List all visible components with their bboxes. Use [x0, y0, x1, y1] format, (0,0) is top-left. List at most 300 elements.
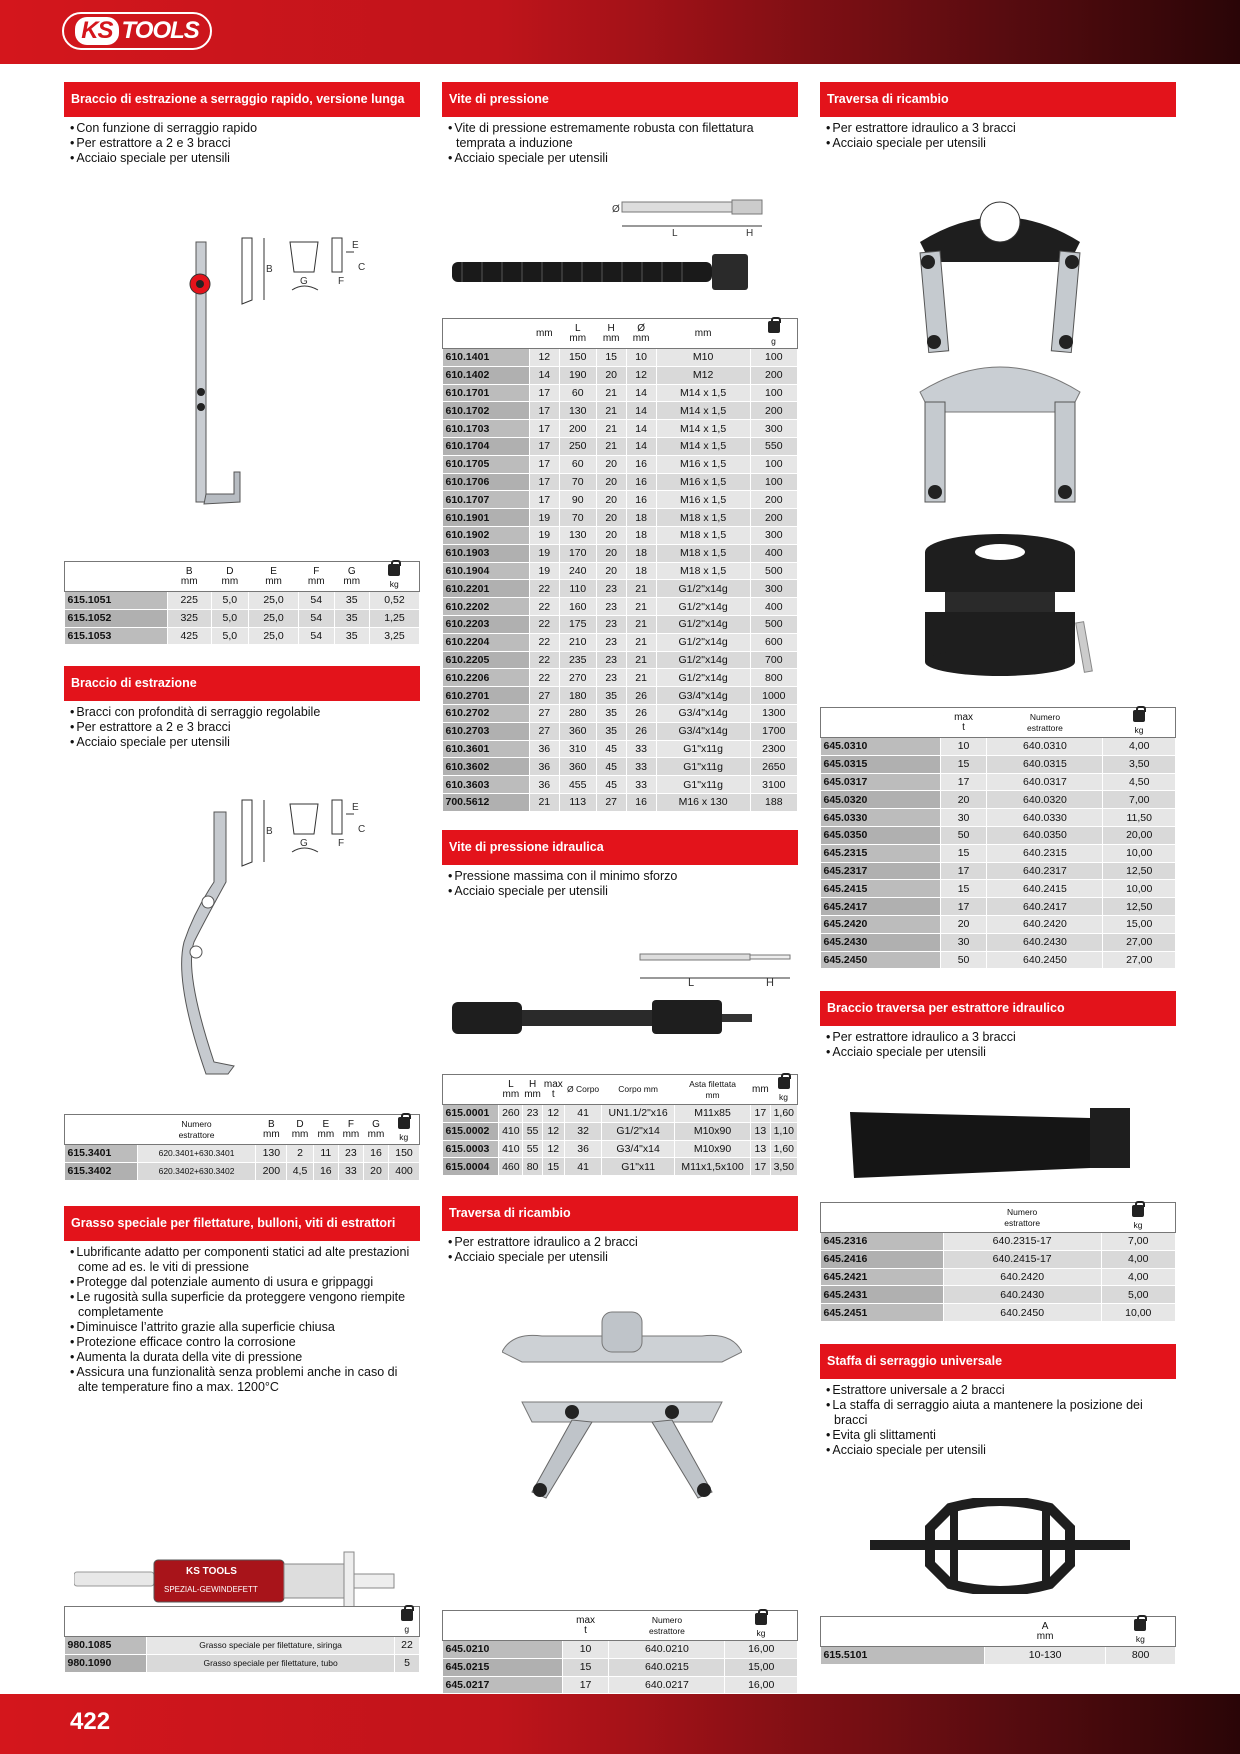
table-row	[821, 880, 1176, 898]
table-cell: 1300	[750, 704, 797, 722]
table-cell: 170	[559, 544, 596, 562]
table-cell: 35	[596, 687, 626, 705]
table-cell: G1/2"x14g	[656, 669, 750, 687]
table-cell: 12	[529, 349, 559, 367]
table-cell: 200	[256, 1162, 287, 1180]
table-cell: G1/2"x14g	[656, 651, 750, 669]
table-cell: 16	[626, 491, 656, 509]
section-spare-traverse-3	[820, 82, 1176, 151]
table-row	[821, 915, 1176, 933]
table-cell: 400	[389, 1162, 420, 1180]
feature-item: • Evita gli slittamenti	[826, 1428, 1176, 1443]
column-header	[564, 1075, 602, 1105]
header-label: Numero estrattore	[1027, 711, 1063, 733]
svg-text:Ø: Ø	[612, 204, 620, 215]
hydraulic-screw-image	[452, 992, 752, 1042]
table-cell: 17	[940, 773, 987, 791]
table-cell: 235	[559, 651, 596, 669]
table-cell: 22	[529, 669, 559, 687]
table-row	[443, 437, 798, 455]
hydraulic-screw-diagram	[638, 950, 798, 990]
table-hydraulic-screw	[442, 1074, 798, 1176]
spare-traverse-2-image	[502, 1302, 742, 1502]
table-cell: 20	[940, 915, 987, 933]
table-cell: 0,52	[370, 592, 420, 610]
table-row	[443, 615, 798, 633]
table-row	[443, 687, 798, 705]
table-grease	[64, 1606, 420, 1673]
svg-text:L: L	[688, 977, 695, 989]
table-cell: 17	[529, 455, 559, 473]
table-cell: M11x85	[674, 1105, 750, 1123]
table-cell: 27	[529, 687, 559, 705]
column-header	[363, 1115, 388, 1145]
header-label: G mm	[343, 565, 361, 587]
table-cell: 1,25	[370, 609, 420, 627]
table-cell: 12,50	[1103, 898, 1176, 916]
table-cell: 640.2430	[987, 933, 1103, 951]
table-row	[443, 455, 798, 473]
column-header	[562, 1611, 609, 1641]
table-cell: 54	[299, 592, 335, 610]
svg-text:E: E	[352, 802, 359, 813]
table-row	[821, 1647, 1176, 1665]
table-cell: 260	[499, 1105, 523, 1123]
table-cell: 20	[596, 526, 626, 544]
table-traverse-arm	[820, 1202, 1176, 1322]
table-row	[443, 349, 798, 367]
table-cell: M16 x 1,5	[656, 491, 750, 509]
unit-label: kg	[1135, 1633, 1145, 1644]
table-cell: 640.0217	[609, 1676, 725, 1694]
quick-clamp-arm-diagram	[234, 232, 420, 312]
table-cell: 50	[940, 951, 987, 969]
table-cell: 18	[626, 526, 656, 544]
table-cell: 160	[559, 598, 596, 616]
article-number: 645.2416	[821, 1250, 944, 1268]
feature-item: • Acciaio speciale per utensili	[70, 735, 420, 750]
table-cell: 20	[596, 509, 626, 527]
table-row	[65, 1637, 420, 1655]
table-cell: 35	[334, 592, 370, 610]
feature-item: • Per estrattore idraulico a 2 bracci	[448, 1235, 798, 1250]
column-header	[725, 1611, 798, 1641]
table-cell: 640.0317	[987, 773, 1103, 791]
feature-list	[442, 1235, 798, 1265]
article-number: 610.2203	[443, 615, 530, 633]
table-cell: 325	[167, 609, 211, 627]
table-row	[443, 669, 798, 687]
feature-list	[64, 121, 420, 166]
column-header	[287, 1115, 314, 1145]
table-cell: 18	[626, 562, 656, 580]
column-header	[523, 1075, 542, 1105]
table-cell: 7,00	[1103, 791, 1176, 809]
table-row	[443, 1641, 798, 1659]
feature-list	[820, 1383, 1176, 1458]
table-cell: 12	[542, 1122, 564, 1140]
table-cell: M18 x 1,5	[656, 544, 750, 562]
table-cell: 21	[596, 402, 626, 420]
table-cell: 27	[529, 704, 559, 722]
column-header	[609, 1611, 725, 1641]
table-cell: 21	[596, 437, 626, 455]
table-cell: UN1.1/2"x16	[602, 1105, 675, 1123]
table-cell: 400	[750, 598, 797, 616]
table-615-105x	[64, 561, 420, 645]
table-cell: 25,0	[249, 609, 299, 627]
table-cell: 21	[626, 580, 656, 598]
top-banner	[0, 0, 1240, 64]
table-cell: 10	[940, 738, 987, 756]
table-row	[443, 544, 798, 562]
header-label: H mm	[602, 322, 620, 344]
header-label: F mm	[342, 1118, 360, 1140]
column-header	[674, 1075, 750, 1105]
article-number: 610.1903	[443, 544, 530, 562]
feature-item: • Protezione efficace contro la corrosione	[70, 1335, 420, 1350]
table-cell: 4,00	[1101, 1268, 1176, 1286]
table-cell: 640.2450	[943, 1304, 1101, 1322]
table-cell: G3/4"x14g	[656, 687, 750, 705]
table-cell: 20	[596, 544, 626, 562]
unit-label: g	[404, 1623, 410, 1634]
table-cell: 36	[529, 740, 559, 758]
table-cell: 21	[626, 633, 656, 651]
table-cell: 17	[529, 420, 559, 438]
table-cell: 21	[596, 384, 626, 402]
table-row	[443, 366, 798, 384]
article-number: 615.3402	[65, 1162, 138, 1180]
table-row	[821, 791, 1176, 809]
article-number: 610.2702	[443, 704, 530, 722]
header-label: mm	[694, 327, 712, 339]
table-cell: 15	[542, 1158, 564, 1176]
column-header	[656, 319, 750, 349]
svg-text:H: H	[746, 228, 754, 239]
table-cell: M14 x 1,5	[656, 402, 750, 420]
weight-icon	[1134, 1619, 1146, 1631]
table-row	[821, 1304, 1176, 1322]
article-number: 645.2451	[821, 1304, 944, 1322]
table-cell: 620.3401+630.3401	[137, 1145, 256, 1163]
column-header	[821, 1203, 944, 1233]
column-header	[596, 319, 626, 349]
table-cell: 200	[750, 509, 797, 527]
table-cell: 21	[596, 420, 626, 438]
feature-item: • Pressione massima con il minimo sforzo	[448, 869, 798, 884]
table-cell: 210	[559, 633, 596, 651]
table-cell: 455	[559, 776, 596, 794]
table-cell: 21	[626, 598, 656, 616]
table-row	[821, 898, 1176, 916]
section-pressure-screw	[442, 82, 798, 166]
table-cell: M16 x 1,5	[656, 473, 750, 491]
table-row	[443, 473, 798, 491]
feature-list	[64, 705, 420, 750]
feature-item: • Aumenta la durata della vite di pressione	[70, 1350, 420, 1365]
feature-list	[442, 121, 798, 166]
table-cell: 60	[559, 384, 596, 402]
table-cell: 80	[523, 1158, 542, 1176]
column-header	[542, 1075, 564, 1105]
article-number: 610.1402	[443, 366, 530, 384]
article-number: 610.2703	[443, 722, 530, 740]
table-cell: 12	[542, 1140, 564, 1158]
table-cell: 130	[256, 1145, 287, 1163]
table-cell: 15,00	[1103, 915, 1176, 933]
table-cell: 640.0315	[987, 755, 1103, 773]
table-row	[443, 793, 798, 811]
section-title: Traversa di ricambio	[820, 82, 1176, 117]
table-cell: 640.0350	[987, 826, 1103, 844]
unit-label: kg	[756, 1627, 766, 1638]
extraction-arm-diagram	[234, 794, 420, 874]
column-header	[313, 1115, 338, 1145]
table-cell: G3/4"x14	[602, 1140, 675, 1158]
feature-item: • Estrattore universale a 2 bracci	[826, 1383, 1176, 1398]
table-cell: G1"x11g	[656, 740, 750, 758]
table-row	[443, 776, 798, 794]
table-row	[65, 1145, 420, 1163]
article-number: 615.1051	[65, 592, 168, 610]
table-cell: 17	[751, 1158, 770, 1176]
table-cell: 19	[529, 562, 559, 580]
table-cell: 26	[626, 687, 656, 705]
table-row	[65, 1162, 420, 1180]
table-cell: 27	[529, 722, 559, 740]
feature-list	[64, 1245, 420, 1395]
table-cell: 1700	[750, 722, 797, 740]
table-cell: 300	[750, 580, 797, 598]
section-title: Vite di pressione	[442, 82, 798, 117]
article-number: 645.2415	[821, 880, 941, 898]
article-number: 610.1401	[443, 349, 530, 367]
table-cell: 13	[751, 1122, 770, 1140]
table-cell: 54	[299, 627, 335, 645]
table-cell: 14	[626, 420, 656, 438]
weight-icon	[401, 1609, 413, 1621]
article-number: 610.1901	[443, 509, 530, 527]
table-row	[65, 1654, 420, 1672]
svg-text:C: C	[358, 262, 366, 273]
article-number: 615.1052	[65, 609, 168, 627]
table-cell: 360	[559, 722, 596, 740]
article-number: 610.1705	[443, 455, 530, 473]
table-cell: 55	[523, 1122, 542, 1140]
table-cell: 4,5	[287, 1162, 314, 1180]
table-cell: 188	[750, 793, 797, 811]
article-number: 610.2205	[443, 651, 530, 669]
header-label: max t	[954, 711, 974, 733]
column-header	[65, 562, 168, 592]
section-quick-clamp-arm	[64, 82, 420, 166]
table-row	[821, 738, 1176, 756]
table-cell: 1,60	[770, 1140, 797, 1158]
section-title: Vite di pressione idraulica	[442, 830, 798, 865]
table-cell: 12	[626, 366, 656, 384]
table-cell: 17	[940, 898, 987, 916]
section-traverse-arm	[820, 991, 1176, 1060]
table-cell: 27,00	[1103, 933, 1176, 951]
table-row	[443, 1122, 798, 1140]
column-header	[987, 708, 1103, 738]
svg-text:H: H	[766, 977, 774, 989]
header-label: mm	[535, 327, 553, 339]
table-cell: 16	[363, 1145, 388, 1163]
weight-icon	[388, 564, 400, 576]
column-header	[370, 562, 420, 592]
table-cell: 640.2415	[987, 880, 1103, 898]
weight-icon	[1133, 710, 1145, 722]
article-number: 615.0004	[443, 1158, 499, 1176]
table-cell: M11x1,5x100	[674, 1158, 750, 1176]
table-spare-traverse-3	[820, 707, 1176, 969]
svg-text:F: F	[338, 276, 345, 287]
article-number: 645.0330	[821, 809, 941, 827]
section-title: Braccio di estrazione	[64, 666, 420, 701]
pressure-screw-image	[452, 250, 752, 300]
feature-item: • Per estrattore a 2 e 3 bracci	[70, 720, 420, 735]
column-header	[249, 562, 299, 592]
table-cell: 150	[389, 1145, 420, 1163]
table-cell: 270	[559, 669, 596, 687]
table-cell: 35	[334, 609, 370, 627]
table-cell: 23	[596, 615, 626, 633]
article-number: 645.2421	[821, 1268, 944, 1286]
table-cell: 20	[596, 491, 626, 509]
table-cell: 3,50	[770, 1158, 797, 1176]
table-cell: 175	[559, 615, 596, 633]
table-cell: 640.0210	[609, 1641, 725, 1659]
table-cell: G1/2"x14g	[656, 633, 750, 651]
table-cell: 100	[750, 384, 797, 402]
table-cell: 300	[750, 420, 797, 438]
table-cell: 10,00	[1101, 1304, 1176, 1322]
table-row	[821, 844, 1176, 862]
table-cell: M12	[656, 366, 750, 384]
column-header	[211, 562, 249, 592]
table-cell: 21	[529, 793, 559, 811]
table-cell: 60	[559, 455, 596, 473]
table-cell: 4,00	[1103, 738, 1176, 756]
column-header	[299, 562, 335, 592]
table-cell: 22	[529, 615, 559, 633]
header-label: Ø Corpo	[567, 1084, 600, 1094]
table-cell: 640.2430	[943, 1286, 1101, 1304]
column-header	[65, 1607, 147, 1637]
table-cell: 17	[940, 862, 987, 880]
table-row	[443, 491, 798, 509]
table-cell: Grasso speciale per filettature, siringa	[147, 1637, 395, 1655]
table-row	[821, 826, 1176, 844]
feature-list	[820, 121, 1176, 151]
table-cell: 10,00	[1103, 880, 1176, 898]
header-label: max t	[543, 1078, 563, 1100]
article-number: 645.2430	[821, 933, 941, 951]
table-cell: 90	[559, 491, 596, 509]
table-row	[443, 509, 798, 527]
column-header	[1106, 1617, 1176, 1647]
table-cell: 23	[523, 1105, 542, 1123]
table-cell: 7,00	[1101, 1233, 1176, 1251]
table-cell: 113	[559, 793, 596, 811]
table-cell: 16	[626, 793, 656, 811]
weight-icon	[768, 321, 780, 333]
column-header	[389, 1115, 420, 1145]
table-row	[821, 755, 1176, 773]
table-cell: 35	[334, 627, 370, 645]
table-cell: 15	[940, 755, 987, 773]
unit-label: kg	[779, 1091, 789, 1102]
feature-item: • Assicura una funzionalità senza problemi anche in caso di alte temperature fino a max. 1200°C	[70, 1365, 420, 1395]
table-cell: 15	[562, 1658, 609, 1676]
table-cell: 10	[562, 1641, 609, 1659]
table-cell: 33	[338, 1162, 363, 1180]
table-cell: 16	[626, 455, 656, 473]
table-cell: 22	[529, 651, 559, 669]
table-row	[443, 1140, 798, 1158]
unit-label: kg	[1134, 724, 1144, 735]
column-header	[559, 319, 596, 349]
table-cell: 640.2315	[987, 844, 1103, 862]
table-cell: 21	[626, 615, 656, 633]
table-cell: 130	[559, 526, 596, 544]
table-cell: 5,0	[211, 627, 249, 645]
table-row	[65, 592, 420, 610]
table-row	[443, 562, 798, 580]
table-cell: 425	[167, 627, 211, 645]
table-cell: 250	[559, 437, 596, 455]
column-header	[499, 1075, 523, 1105]
section-universal-clamp	[820, 1344, 1176, 1458]
table-cell: M16 x 130	[656, 793, 750, 811]
table-cell: 640.0215	[609, 1658, 725, 1676]
table-cell: 33	[626, 740, 656, 758]
table-cell: 17	[529, 437, 559, 455]
header-label: B mm	[180, 565, 198, 587]
table-cell: M10	[656, 349, 750, 367]
table-row	[443, 633, 798, 651]
table-cell: 460	[499, 1158, 523, 1176]
table-cell: 20	[940, 791, 987, 809]
column-header	[256, 1115, 287, 1145]
table-cell: 36	[529, 758, 559, 776]
table-cell: 2	[287, 1145, 314, 1163]
table-cell: 26	[626, 722, 656, 740]
tube-text: SPEZIAL-GEWINDEFETT	[164, 1585, 258, 1594]
section-title: Grasso speciale per filettature, bulloni, viti di estrattori	[64, 1206, 420, 1241]
table-cell: 225	[167, 592, 211, 610]
table-cell: G1"x11g	[656, 776, 750, 794]
header-label: Numero estrattore	[178, 1118, 215, 1140]
table-cell: 20	[363, 1162, 388, 1180]
table-cell: 640.2315-17	[943, 1233, 1101, 1251]
column-header	[147, 1607, 395, 1637]
unit-label: kg	[389, 578, 399, 589]
weight-icon	[1132, 1205, 1144, 1217]
table-cell: 25,0	[249, 592, 299, 610]
table-cell: 16	[626, 473, 656, 491]
column-header	[443, 1075, 499, 1105]
table-cell: 25,0	[249, 627, 299, 645]
article-number: 645.0210	[443, 1641, 563, 1659]
article-number: 610.1703	[443, 420, 530, 438]
table-cell: 23	[596, 633, 626, 651]
article-number: 645.0315	[821, 755, 941, 773]
table-cell: 14	[626, 384, 656, 402]
article-number: 980.1090	[65, 1654, 147, 1672]
